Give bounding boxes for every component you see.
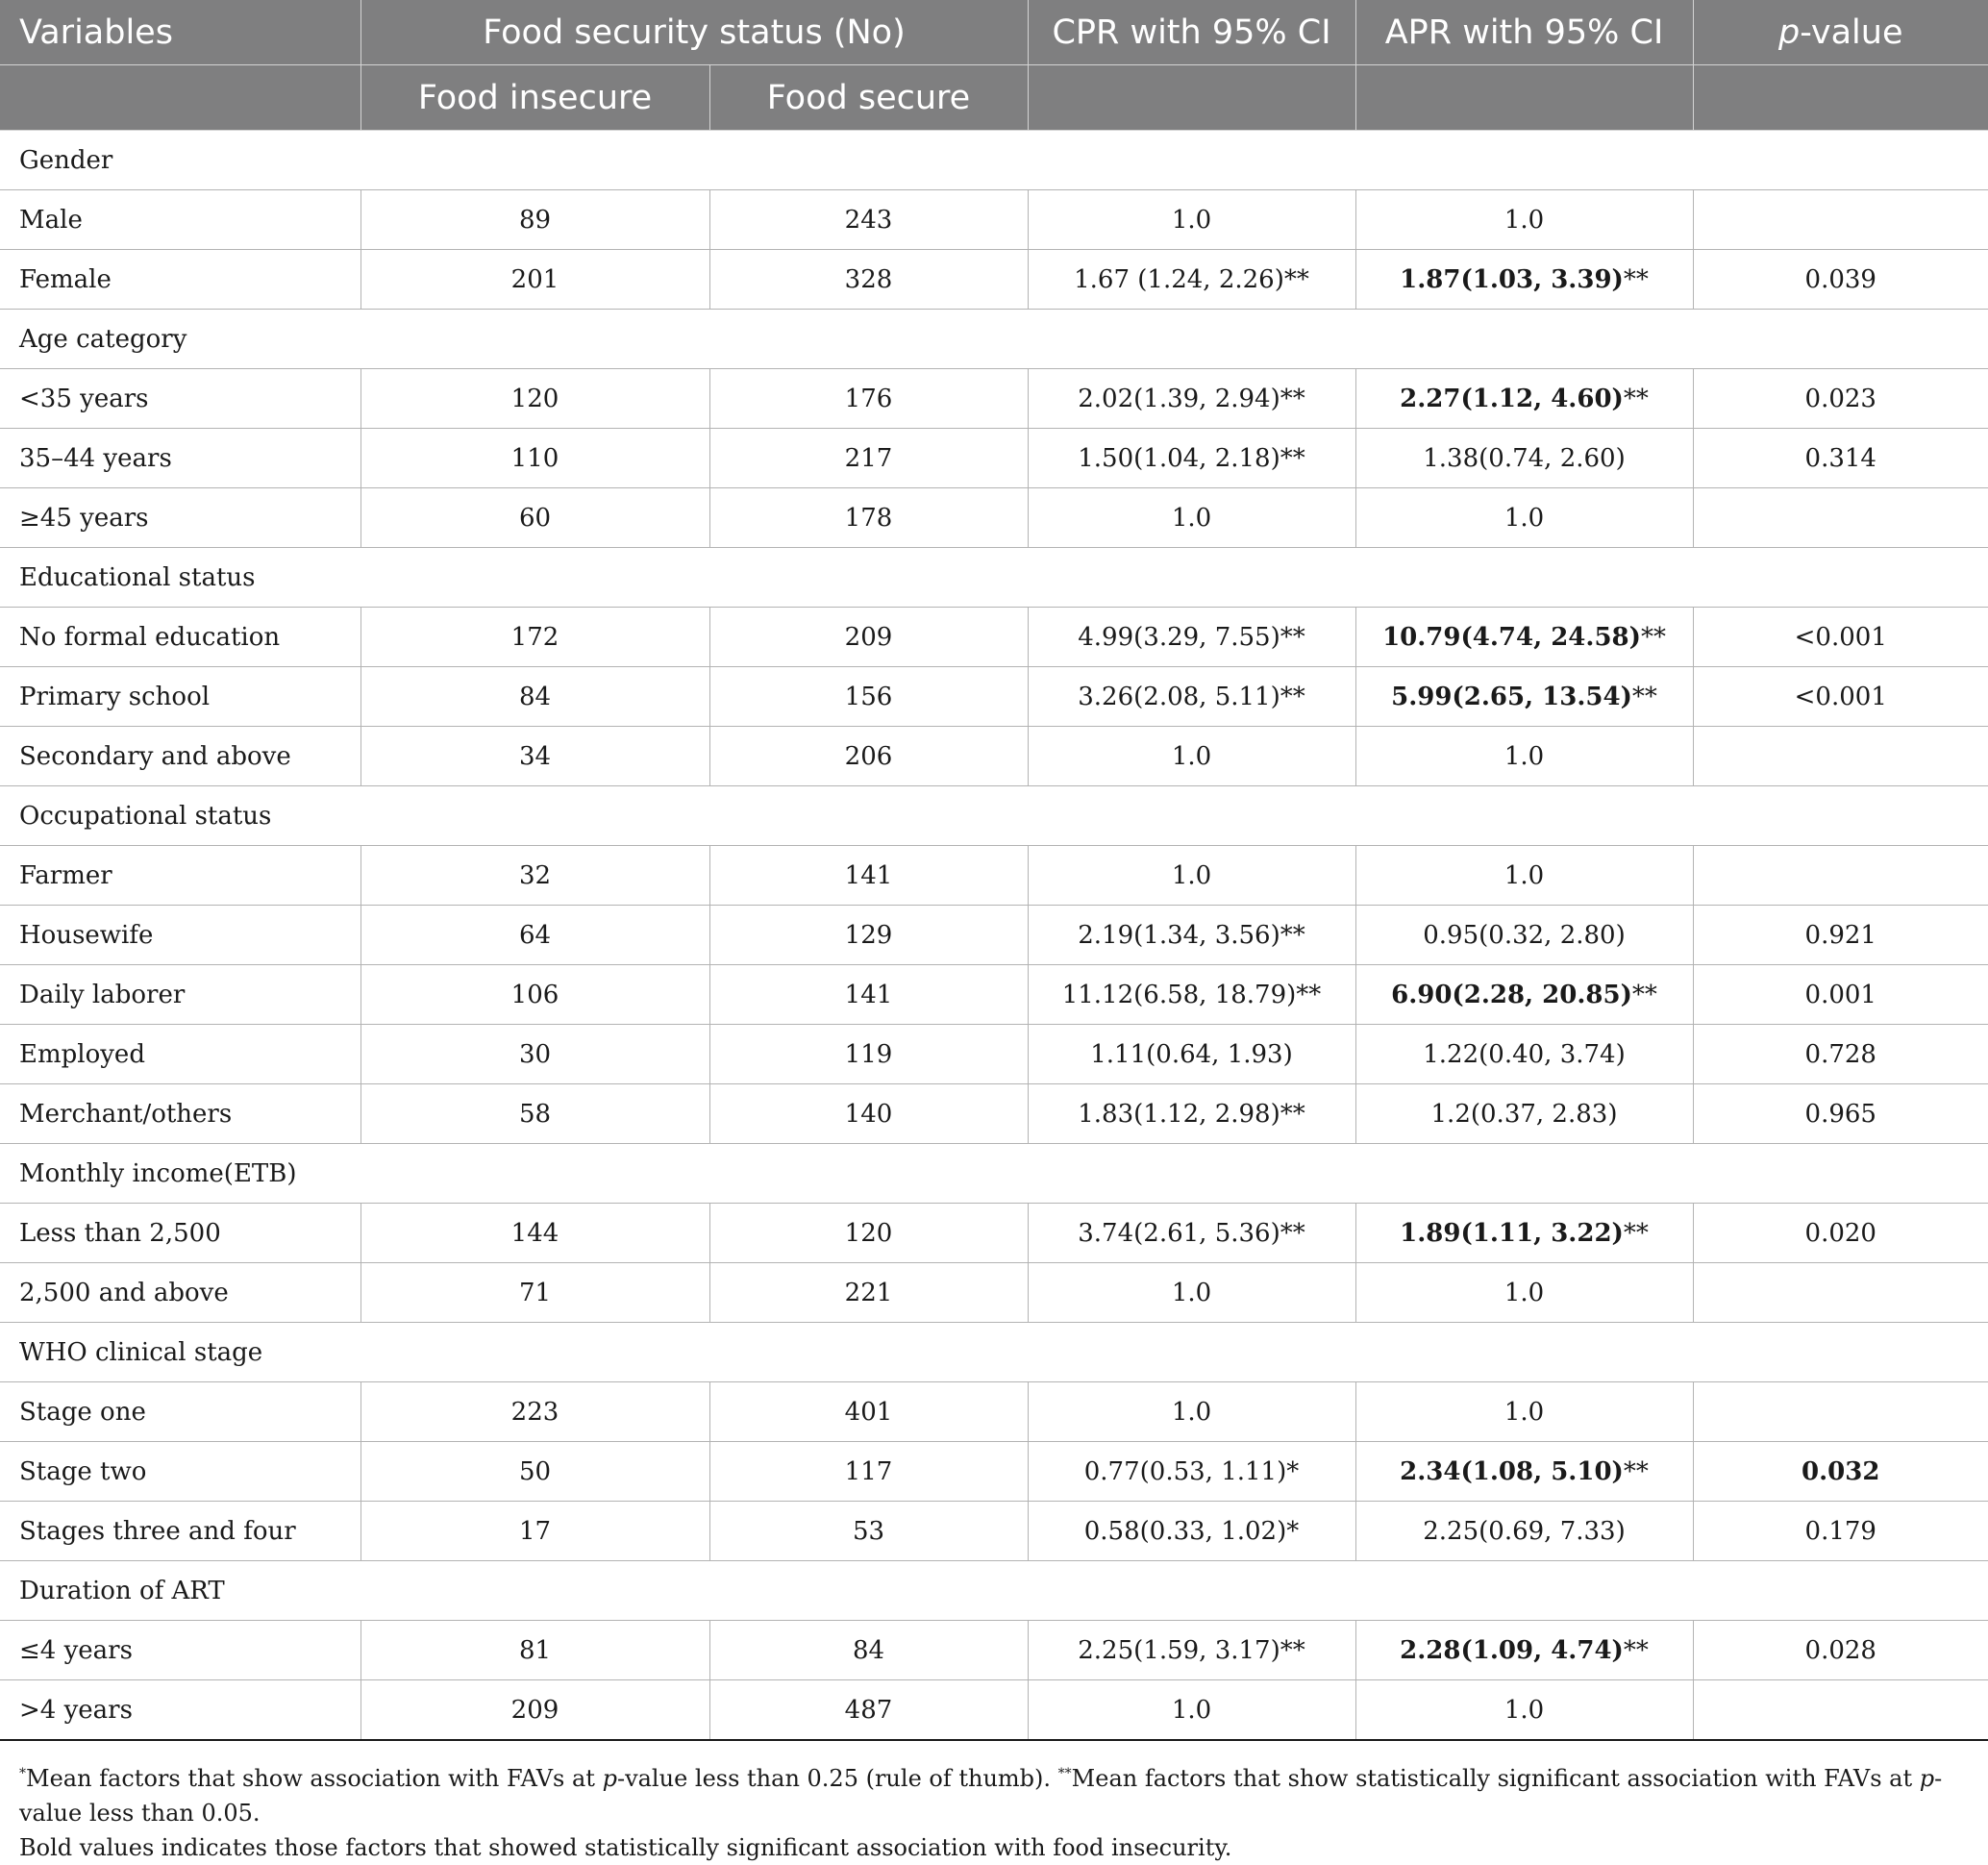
row-label: Less than 2,500 bbox=[0, 1204, 360, 1263]
apr-value: 0.95(0.32, 2.80) bbox=[1423, 920, 1626, 950]
row-label: Stages three and four bbox=[0, 1502, 360, 1561]
cell-p-value bbox=[1693, 846, 1988, 906]
row-label: Female bbox=[0, 250, 360, 310]
cell-cpr: 11.12(6.58, 18.79)** bbox=[1028, 965, 1355, 1025]
apr-value: 2.28(1.09, 4.74) bbox=[1400, 1635, 1624, 1665]
cell-apr bbox=[1355, 190, 1693, 250]
group-row bbox=[0, 1144, 1988, 1204]
apr-significance: ** bbox=[1631, 682, 1657, 711]
cell-food-insecure: 32 bbox=[360, 846, 709, 906]
cell-cpr: 1.50(1.04, 2.18)** bbox=[1028, 429, 1355, 488]
cell-food-insecure: 223 bbox=[360, 1382, 709, 1442]
apr-value: 1.2(0.37, 2.83) bbox=[1430, 1099, 1618, 1129]
cell-p-value: 0.020 bbox=[1693, 1204, 1988, 1263]
cell-cpr: 1.0 bbox=[1028, 1680, 1355, 1741]
cell-food-secure: 206 bbox=[709, 727, 1028, 786]
apr-value: 1.0 bbox=[1503, 741, 1545, 771]
cell-food-secure: 178 bbox=[709, 488, 1028, 548]
table-row bbox=[0, 250, 1988, 310]
row-label: Stage two bbox=[0, 1442, 360, 1502]
cell-food-secure: 243 bbox=[709, 190, 1028, 250]
cell-apr bbox=[1355, 846, 1693, 906]
header-food-insecure: Food insecure bbox=[360, 65, 709, 131]
table-row bbox=[0, 1621, 1988, 1680]
cell-p-value bbox=[1693, 1680, 1988, 1741]
header-cpr: CPR with 95% CI bbox=[1028, 0, 1355, 65]
cell-food-secure: 156 bbox=[709, 667, 1028, 727]
cell-food-insecure: 60 bbox=[360, 488, 709, 548]
cell-p-value bbox=[1693, 1263, 1988, 1323]
header-blank-variables bbox=[0, 65, 360, 131]
cell-cpr: 1.83(1.12, 2.98)** bbox=[1028, 1084, 1355, 1144]
apr-value: 1.0 bbox=[1503, 205, 1545, 235]
cell-apr bbox=[1355, 906, 1693, 965]
group-row bbox=[0, 1323, 1988, 1382]
footnote-star-1: * bbox=[19, 1766, 26, 1781]
table-row bbox=[0, 1084, 1988, 1144]
cell-food-insecure: 34 bbox=[360, 727, 709, 786]
table-row bbox=[0, 608, 1988, 667]
cell-cpr: 2.19(1.34, 3.56)** bbox=[1028, 906, 1355, 965]
footnote-line-2: Bold values indicates those factors that showed statistically significant association with food insecurity. bbox=[19, 1834, 1232, 1861]
cell-apr bbox=[1355, 369, 1693, 429]
row-label: Housewife bbox=[0, 906, 360, 965]
cell-cpr: 0.58(0.33, 1.02)* bbox=[1028, 1502, 1355, 1561]
group-row bbox=[0, 548, 1988, 608]
row-label: >4 years bbox=[0, 1680, 360, 1741]
cell-food-insecure: 81 bbox=[360, 1621, 709, 1680]
apr-significance: ** bbox=[1631, 980, 1657, 1009]
header-food-security-status: Food security status (No) bbox=[360, 0, 1028, 65]
table-row bbox=[0, 965, 1988, 1025]
cell-food-secure: 141 bbox=[709, 965, 1028, 1025]
cell-cpr: 1.0 bbox=[1028, 1382, 1355, 1442]
cell-p-value: <0.001 bbox=[1693, 608, 1988, 667]
footnote-p-2: p bbox=[1919, 1765, 1935, 1792]
cell-food-insecure: 89 bbox=[360, 190, 709, 250]
cell-apr bbox=[1355, 608, 1693, 667]
apr-value: 1.38(0.74, 2.60) bbox=[1423, 443, 1626, 473]
apr-value: 2.27(1.12, 4.60) bbox=[1400, 384, 1624, 413]
cell-food-secure: 176 bbox=[709, 369, 1028, 429]
row-label: ≤4 years bbox=[0, 1621, 360, 1680]
cell-apr bbox=[1355, 1382, 1693, 1442]
apr-significance: ** bbox=[1623, 384, 1649, 413]
cell-apr bbox=[1355, 1025, 1693, 1084]
cell-food-insecure: 209 bbox=[360, 1680, 709, 1741]
table-row bbox=[0, 1263, 1988, 1323]
cell-p-value: 0.921 bbox=[1693, 906, 1988, 965]
cell-food-insecure: 17 bbox=[360, 1502, 709, 1561]
cell-p-value: 0.965 bbox=[1693, 1084, 1988, 1144]
apr-value: 1.22(0.40, 3.74) bbox=[1423, 1039, 1626, 1069]
cell-cpr: 1.0 bbox=[1028, 1263, 1355, 1323]
cell-cpr: 1.0 bbox=[1028, 190, 1355, 250]
header-variables: Variables bbox=[0, 0, 360, 65]
apr-significance: ** bbox=[1623, 1635, 1649, 1665]
row-label: Merchant/others bbox=[0, 1084, 360, 1144]
row-label: <35 years bbox=[0, 369, 360, 429]
table-row bbox=[0, 1382, 1988, 1442]
table-body bbox=[0, 131, 1988, 1741]
cell-p-value: <0.001 bbox=[1693, 667, 1988, 727]
table-row bbox=[0, 846, 1988, 906]
group-label: Gender bbox=[0, 131, 1988, 190]
cell-food-secure: 117 bbox=[709, 1442, 1028, 1502]
cell-p-value: 0.179 bbox=[1693, 1502, 1988, 1561]
cell-food-secure: 53 bbox=[709, 1502, 1028, 1561]
cell-cpr: 0.77(0.53, 1.11)* bbox=[1028, 1442, 1355, 1502]
header-p-rest: -value bbox=[1800, 12, 1903, 52]
cell-p-value: 0.039 bbox=[1693, 250, 1988, 310]
cell-food-insecure: 50 bbox=[360, 1442, 709, 1502]
apr-value: 1.0 bbox=[1503, 503, 1545, 533]
row-label: Stage one bbox=[0, 1382, 360, 1442]
cell-food-insecure: 71 bbox=[360, 1263, 709, 1323]
cell-food-insecure: 120 bbox=[360, 369, 709, 429]
table-row bbox=[0, 1025, 1988, 1084]
table-row bbox=[0, 369, 1988, 429]
cell-cpr: 2.25(1.59, 3.17)** bbox=[1028, 1621, 1355, 1680]
row-label: Male bbox=[0, 190, 360, 250]
cell-food-insecure: 201 bbox=[360, 250, 709, 310]
cell-cpr: 1.0 bbox=[1028, 488, 1355, 548]
row-label: No formal education bbox=[0, 608, 360, 667]
header-blank-cpr bbox=[1028, 65, 1355, 131]
cell-food-insecure: 110 bbox=[360, 429, 709, 488]
footnote-star-2: ** bbox=[1057, 1766, 1072, 1781]
header-p-value bbox=[1693, 0, 1988, 65]
table-row bbox=[0, 667, 1988, 727]
cell-apr bbox=[1355, 1442, 1693, 1502]
footnote-line-1 bbox=[19, 1756, 1969, 1830]
table-row bbox=[0, 1502, 1988, 1561]
apr-significance: ** bbox=[1623, 264, 1649, 294]
apr-value: 1.87(1.03, 3.39) bbox=[1400, 264, 1624, 294]
footnote-text-4: -value less than 0.05. bbox=[19, 1765, 1943, 1827]
cell-food-secure: 120 bbox=[709, 1204, 1028, 1263]
table-row bbox=[0, 429, 1988, 488]
group-label: Age category bbox=[0, 310, 1988, 369]
cell-apr bbox=[1355, 429, 1693, 488]
footnote-text-3: Mean factors that show statistically significant association with FAVs at bbox=[1071, 1765, 1920, 1792]
footnote-p-1: p bbox=[602, 1765, 617, 1792]
cell-p-value bbox=[1693, 1382, 1988, 1442]
group-row bbox=[0, 310, 1988, 369]
cell-food-secure: 401 bbox=[709, 1382, 1028, 1442]
row-label: 2,500 and above bbox=[0, 1263, 360, 1323]
cell-p-value bbox=[1693, 727, 1988, 786]
apr-value: 1.0 bbox=[1503, 1397, 1545, 1427]
cell-p-value: 0.728 bbox=[1693, 1025, 1988, 1084]
group-row bbox=[0, 1561, 1988, 1621]
cell-p-value: 0.023 bbox=[1693, 369, 1988, 429]
group-label: WHO clinical stage bbox=[0, 1323, 1988, 1382]
row-label: Daily laborer bbox=[0, 965, 360, 1025]
apr-significance: ** bbox=[1623, 1218, 1649, 1248]
table-footnote bbox=[19, 1756, 1969, 1865]
header-row-2 bbox=[0, 65, 1988, 131]
table-row bbox=[0, 1204, 1988, 1263]
cell-apr bbox=[1355, 250, 1693, 310]
cell-food-secure: 209 bbox=[709, 608, 1028, 667]
cell-food-secure: 140 bbox=[709, 1084, 1028, 1144]
table-row bbox=[0, 1442, 1988, 1502]
cell-food-insecure: 84 bbox=[360, 667, 709, 727]
group-label: Educational status bbox=[0, 548, 1988, 608]
apr-significance: ** bbox=[1623, 1456, 1649, 1486]
cell-p-value bbox=[1693, 488, 1988, 548]
apr-significance: ** bbox=[1640, 622, 1666, 652]
header-row-1 bbox=[0, 0, 1988, 65]
cell-food-secure: 141 bbox=[709, 846, 1028, 906]
cell-cpr: 1.11(0.64, 1.93) bbox=[1028, 1025, 1355, 1084]
cell-apr bbox=[1355, 1680, 1693, 1741]
row-label: Farmer bbox=[0, 846, 360, 906]
cell-cpr: 2.02(1.39, 2.94)** bbox=[1028, 369, 1355, 429]
cell-p-value: 0.032 bbox=[1693, 1442, 1988, 1502]
cell-apr bbox=[1355, 1502, 1693, 1561]
cell-apr bbox=[1355, 488, 1693, 548]
cell-apr bbox=[1355, 1263, 1693, 1323]
cell-apr bbox=[1355, 1621, 1693, 1680]
apr-value: 2.25(0.69, 7.33) bbox=[1423, 1516, 1626, 1546]
cell-apr bbox=[1355, 965, 1693, 1025]
cell-food-insecure: 172 bbox=[360, 608, 709, 667]
cell-cpr: 3.74(2.61, 5.36)** bbox=[1028, 1204, 1355, 1263]
cell-food-insecure: 64 bbox=[360, 906, 709, 965]
cell-food-secure: 487 bbox=[709, 1680, 1028, 1741]
table-header bbox=[0, 0, 1988, 131]
row-label: Employed bbox=[0, 1025, 360, 1084]
apr-value: 1.0 bbox=[1503, 1695, 1545, 1725]
header-food-secure: Food secure bbox=[709, 65, 1028, 131]
apr-value: 2.34(1.08, 5.10) bbox=[1400, 1456, 1624, 1486]
cell-cpr: 4.99(3.29, 7.55)** bbox=[1028, 608, 1355, 667]
group-label: Duration of ART bbox=[0, 1561, 1988, 1621]
row-label: 35–44 years bbox=[0, 429, 360, 488]
table-row bbox=[0, 906, 1988, 965]
apr-value: 1.89(1.11, 3.22) bbox=[1400, 1218, 1624, 1248]
header-blank-apr bbox=[1355, 65, 1693, 131]
apr-value: 10.79(4.74, 24.58) bbox=[1382, 622, 1641, 652]
cell-p-value: 0.001 bbox=[1693, 965, 1988, 1025]
cell-food-secure: 328 bbox=[709, 250, 1028, 310]
table-row bbox=[0, 190, 1988, 250]
cell-food-insecure: 30 bbox=[360, 1025, 709, 1084]
table-row bbox=[0, 488, 1988, 548]
cell-apr bbox=[1355, 667, 1693, 727]
cell-p-value: 0.028 bbox=[1693, 1621, 1988, 1680]
cell-food-insecure: 144 bbox=[360, 1204, 709, 1263]
cell-cpr: 3.26(2.08, 5.11)** bbox=[1028, 667, 1355, 727]
cell-apr bbox=[1355, 1204, 1693, 1263]
apr-value: 5.99(2.65, 13.54) bbox=[1391, 682, 1632, 711]
cell-food-secure: 129 bbox=[709, 906, 1028, 965]
row-label: Primary school bbox=[0, 667, 360, 727]
footnote-text-2: -value less than 0.25 (rule of thumb). bbox=[616, 1765, 1058, 1792]
group-label: Monthly income(ETB) bbox=[0, 1144, 1988, 1204]
cell-p-value bbox=[1693, 190, 1988, 250]
cell-food-secure: 217 bbox=[709, 429, 1028, 488]
cell-food-secure: 84 bbox=[709, 1621, 1028, 1680]
header-p-italic: p bbox=[1777, 12, 1801, 52]
cell-food-insecure: 58 bbox=[360, 1084, 709, 1144]
cell-food-secure: 221 bbox=[709, 1263, 1028, 1323]
cell-food-insecure: 106 bbox=[360, 965, 709, 1025]
cell-apr bbox=[1355, 727, 1693, 786]
cell-cpr: 1.67 (1.24, 2.26)** bbox=[1028, 250, 1355, 310]
row-label: ≥45 years bbox=[0, 488, 360, 548]
cell-cpr: 1.0 bbox=[1028, 727, 1355, 786]
cell-apr bbox=[1355, 1084, 1693, 1144]
apr-value: 1.0 bbox=[1503, 860, 1545, 890]
group-label: Occupational status bbox=[0, 786, 1988, 846]
group-row bbox=[0, 131, 1988, 190]
table-row bbox=[0, 1680, 1988, 1741]
group-row bbox=[0, 786, 1988, 846]
cell-cpr: 1.0 bbox=[1028, 846, 1355, 906]
header-apr: APR with 95% CI bbox=[1355, 0, 1693, 65]
apr-value: 6.90(2.28, 20.85) bbox=[1391, 980, 1632, 1009]
table-row bbox=[0, 727, 1988, 786]
row-label: Secondary and above bbox=[0, 727, 360, 786]
apr-value: 1.0 bbox=[1503, 1278, 1545, 1307]
cell-food-secure: 119 bbox=[709, 1025, 1028, 1084]
footnote-text-1: Mean factors that show association with FAVs at bbox=[26, 1765, 603, 1792]
header-blank-p bbox=[1693, 65, 1988, 131]
cell-p-value: 0.314 bbox=[1693, 429, 1988, 488]
